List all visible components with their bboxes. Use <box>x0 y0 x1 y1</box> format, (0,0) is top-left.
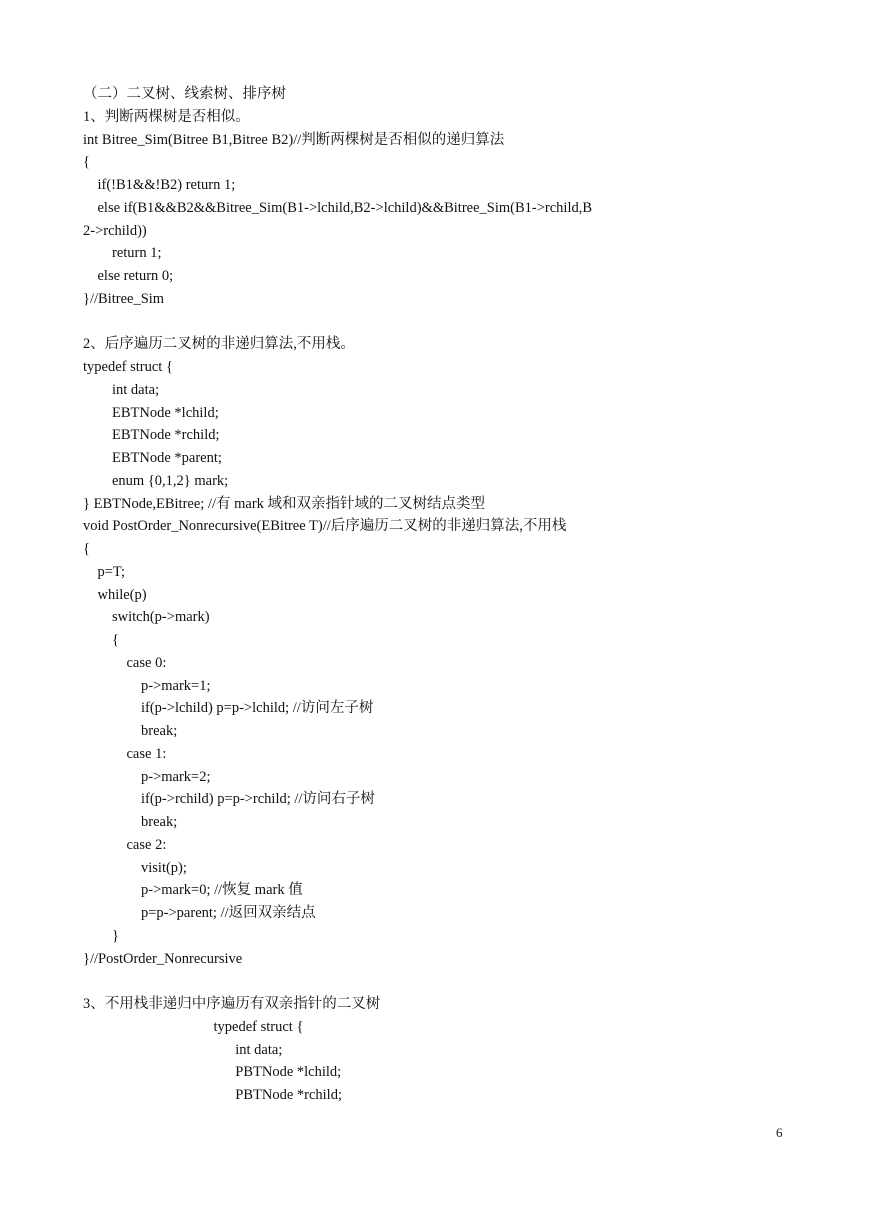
text-line: EBTNode *lchild; <box>83 404 219 421</box>
text-line: { <box>83 154 90 171</box>
text-line: while(p) <box>83 586 147 603</box>
text-line: int data; <box>83 381 160 398</box>
text-line: 2、后序遍历二叉树的非递归算法,不用栈。 <box>83 336 355 353</box>
text-line: p->mark=2; <box>83 768 211 785</box>
text-line: visit(p); <box>83 859 187 876</box>
text-line: if(p->rchild) p=p->rchild; //访问右子树 <box>83 791 375 808</box>
text-line: } EBTNode,EBitree; //有 mark 域和双亲指针域的二叉树结点类型 <box>83 495 486 512</box>
text-line: int data; <box>83 1041 283 1058</box>
text-line: 1、判断两棵树是否相似。 <box>83 108 250 125</box>
text-line: p->mark=0; //恢复 mark 值 <box>83 882 303 899</box>
text-line: case 2: <box>83 836 167 853</box>
page-number: 6 <box>776 1125 783 1140</box>
text-line: if(p->lchild) p=p->lchild; //访问左子树 <box>83 700 374 717</box>
text-line: typedef struct { <box>83 1018 304 1035</box>
text-line: } <box>83 927 119 944</box>
text-line: PBTNode *lchild; <box>83 1064 342 1081</box>
text-line: return 1; <box>83 245 162 262</box>
text-line: void PostOrder_Nonrecursive(EBitree T)//后序遍历二叉树的非递归算法,不用栈 <box>83 518 567 535</box>
text-line: else if(B1&&B2&&Bitree_Sim(B1->lchild,B2->lchild)&&Bitree_Sim(B1->rchild,B <box>83 199 593 216</box>
text-line: EBTNode *parent; <box>83 450 222 466</box>
text-line: （二）二叉树、线索树、排序树 <box>83 86 286 102</box>
text-line: 2->rchild)) <box>83 222 147 239</box>
text-line: switch(p->mark) <box>83 609 210 626</box>
text-line: 3、不用栈非递归中序遍历有双亲指针的二叉树 <box>83 996 381 1012</box>
text-line: typedef struct { <box>83 359 173 375</box>
text-line: break; <box>83 814 178 830</box>
text-line: int Bitree_Sim(Bitree B1,Bitree B2)//判断两棵树是否相似的递归算法 <box>83 131 505 148</box>
text-line: }//Bitree_Sim <box>83 290 165 307</box>
text-line: PBTNode *rchild; <box>83 1087 342 1103</box>
text-line: { <box>83 541 90 557</box>
text-line: EBTNode *rchild; <box>83 427 220 444</box>
text-line: else return 0; <box>83 268 174 284</box>
text-line: if(!B1&&!B2) return 1; <box>83 177 236 193</box>
text-line: }//PostOrder_Nonrecursive <box>83 950 243 967</box>
text-line: p=p->parent; //返回双亲结点 <box>83 905 316 921</box>
text-line: { <box>83 632 119 648</box>
text-line: case 1: <box>83 745 167 762</box>
text-line: p=T; <box>83 563 126 580</box>
text-line: break; <box>83 723 178 739</box>
text-line: case 0: <box>83 654 167 671</box>
text-line: enum {0,1,2} mark; <box>83 472 229 489</box>
text-line: p->mark=1; <box>83 677 211 694</box>
